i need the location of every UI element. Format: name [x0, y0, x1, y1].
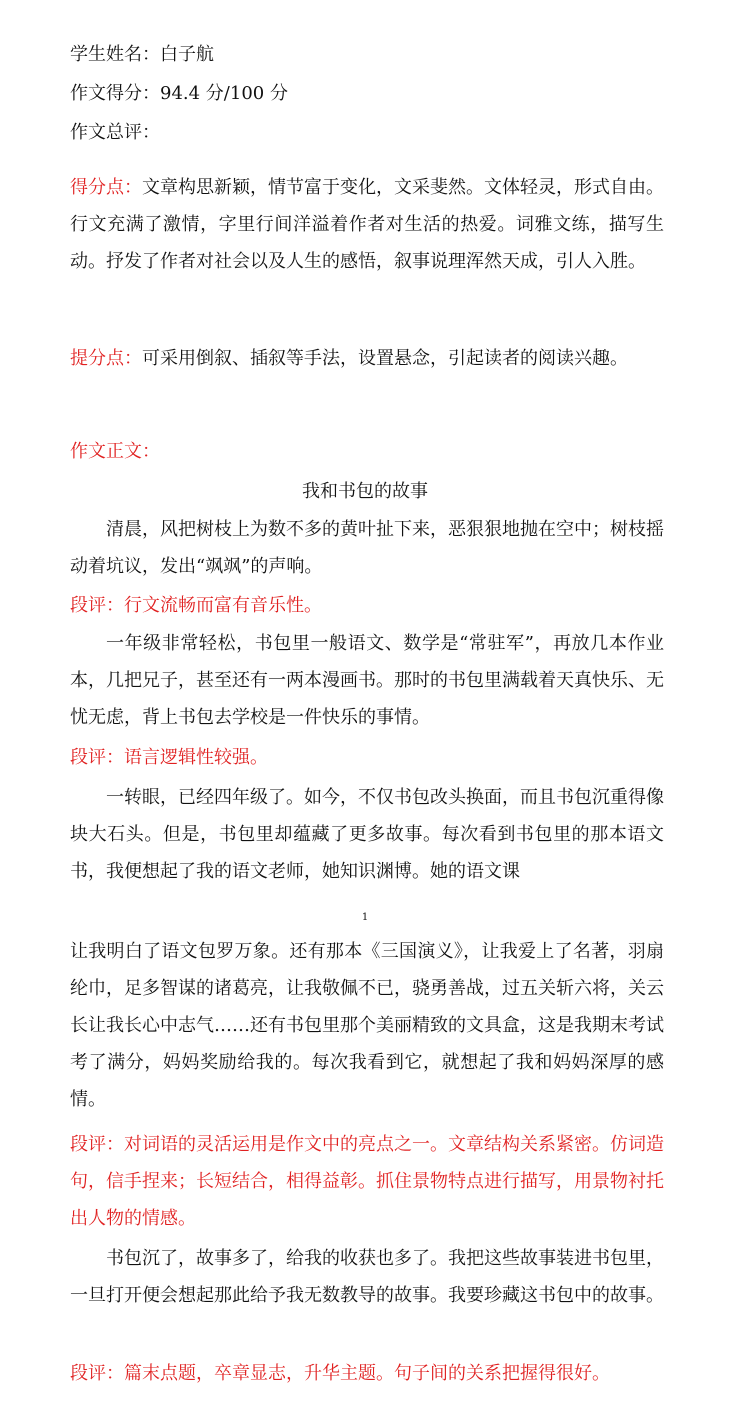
score-label: 作文得分： — [70, 83, 160, 104]
strengths-paragraph — [70, 169, 664, 280]
strengths-label: 得分点： — [70, 177, 142, 198]
improvement-label: 提分点： — [70, 348, 142, 369]
essay-paragraph-3-part-2: 让我明白了语文包罗万象。还有那本《三国演义》，让我爱上了名著，羽扇纶巾，足多智谋的诸葛亮，让我敬佩不已，骁勇善战，过五关斩六将，关云长让我长心中志气……还有书包里那个美丽精致的文具盒，这是我期末考试考了满分，妈妈奖励给我的。每次我看到它，就想起了我和妈妈深厚的感情。 — [70, 941, 664, 1110]
essay-section-label: 作文正文： — [70, 441, 160, 462]
improvement-paragraph — [70, 340, 670, 377]
student-name-line — [70, 43, 214, 67]
score-value: 94.4 分/100 分 — [160, 83, 288, 104]
page-number: 1 — [361, 912, 369, 923]
improvement-text: 可采用倒叙、插叙等手法，设置悬念，引起读者的阅读兴趣。 — [142, 348, 628, 369]
paragraph-comment-4: 段评：篇末点题，卒章显志，升华主题。句子间的关系把握得很好。 — [70, 1363, 610, 1384]
essay-paragraph-1: 清晨，风把树枝上为数不多的黄叶扯下来，恶狠狠地抛在空中；树枝摇动着坑议，发出“飒飒”的声响。 — [70, 519, 664, 577]
paragraph-comment-3: 段评：对词语的灵活运用是作文中的亮点之一。文章结构关系紧密。仿词造句，信手捏来；长短结合，相得益彰。抓住景物特点进行描写，用景物衬托出人物的情感。 — [70, 1134, 664, 1229]
essay-paragraph-4: 书包沉了，故事多了，给我的收获也多了。我把这些故事装进书包里，一旦打开便会想起那此给予我无数教导的故事。我要珍藏这书包中的故事。 — [70, 1248, 664, 1306]
student-name-value: 白子航 — [160, 44, 214, 65]
overall-review-label: 作文总评： — [70, 122, 160, 143]
essay-paragraph-3-part-1: 一转眼，已经四年级了。如今，不仅书包改头换面，而且书包沉重得像块大石头。但是，书包里却蕴藏了更多故事。每次看到书包里的那本语文书，我便想起了我的语文老师，她知识渊博。她的语文课 — [70, 787, 664, 882]
essay-title: 我和书包的故事 — [302, 481, 428, 502]
essay-paragraph-2: 一年级非常轻松，书包里一般语文、数学是“常驻军”，再放几本作业本，几把兄子，甚至还有一两本漫画书。那时的书包里满载着天真快乐、无忧无虑，背上书包去学校是一件快乐的事情。 — [70, 633, 664, 728]
strengths-text: 文章构思新颖，情节富于变化，文采斐然。文体轻灵，形式自由。行文充满了激情，字里行间洋溢着作者对生活的热爱。词雅文练，描写生动。抒发了作者对社会以及人生的感悟，叙事说理浑然天成，引人入胜。 — [70, 177, 664, 272]
paragraph-comment-2: 段评：语言逻辑性较强。 — [70, 747, 268, 768]
paragraph-comment-1: 段评：行文流畅而富有音乐性。 — [70, 595, 322, 616]
score-line — [70, 82, 288, 106]
student-name-label: 学生姓名： — [70, 44, 160, 65]
